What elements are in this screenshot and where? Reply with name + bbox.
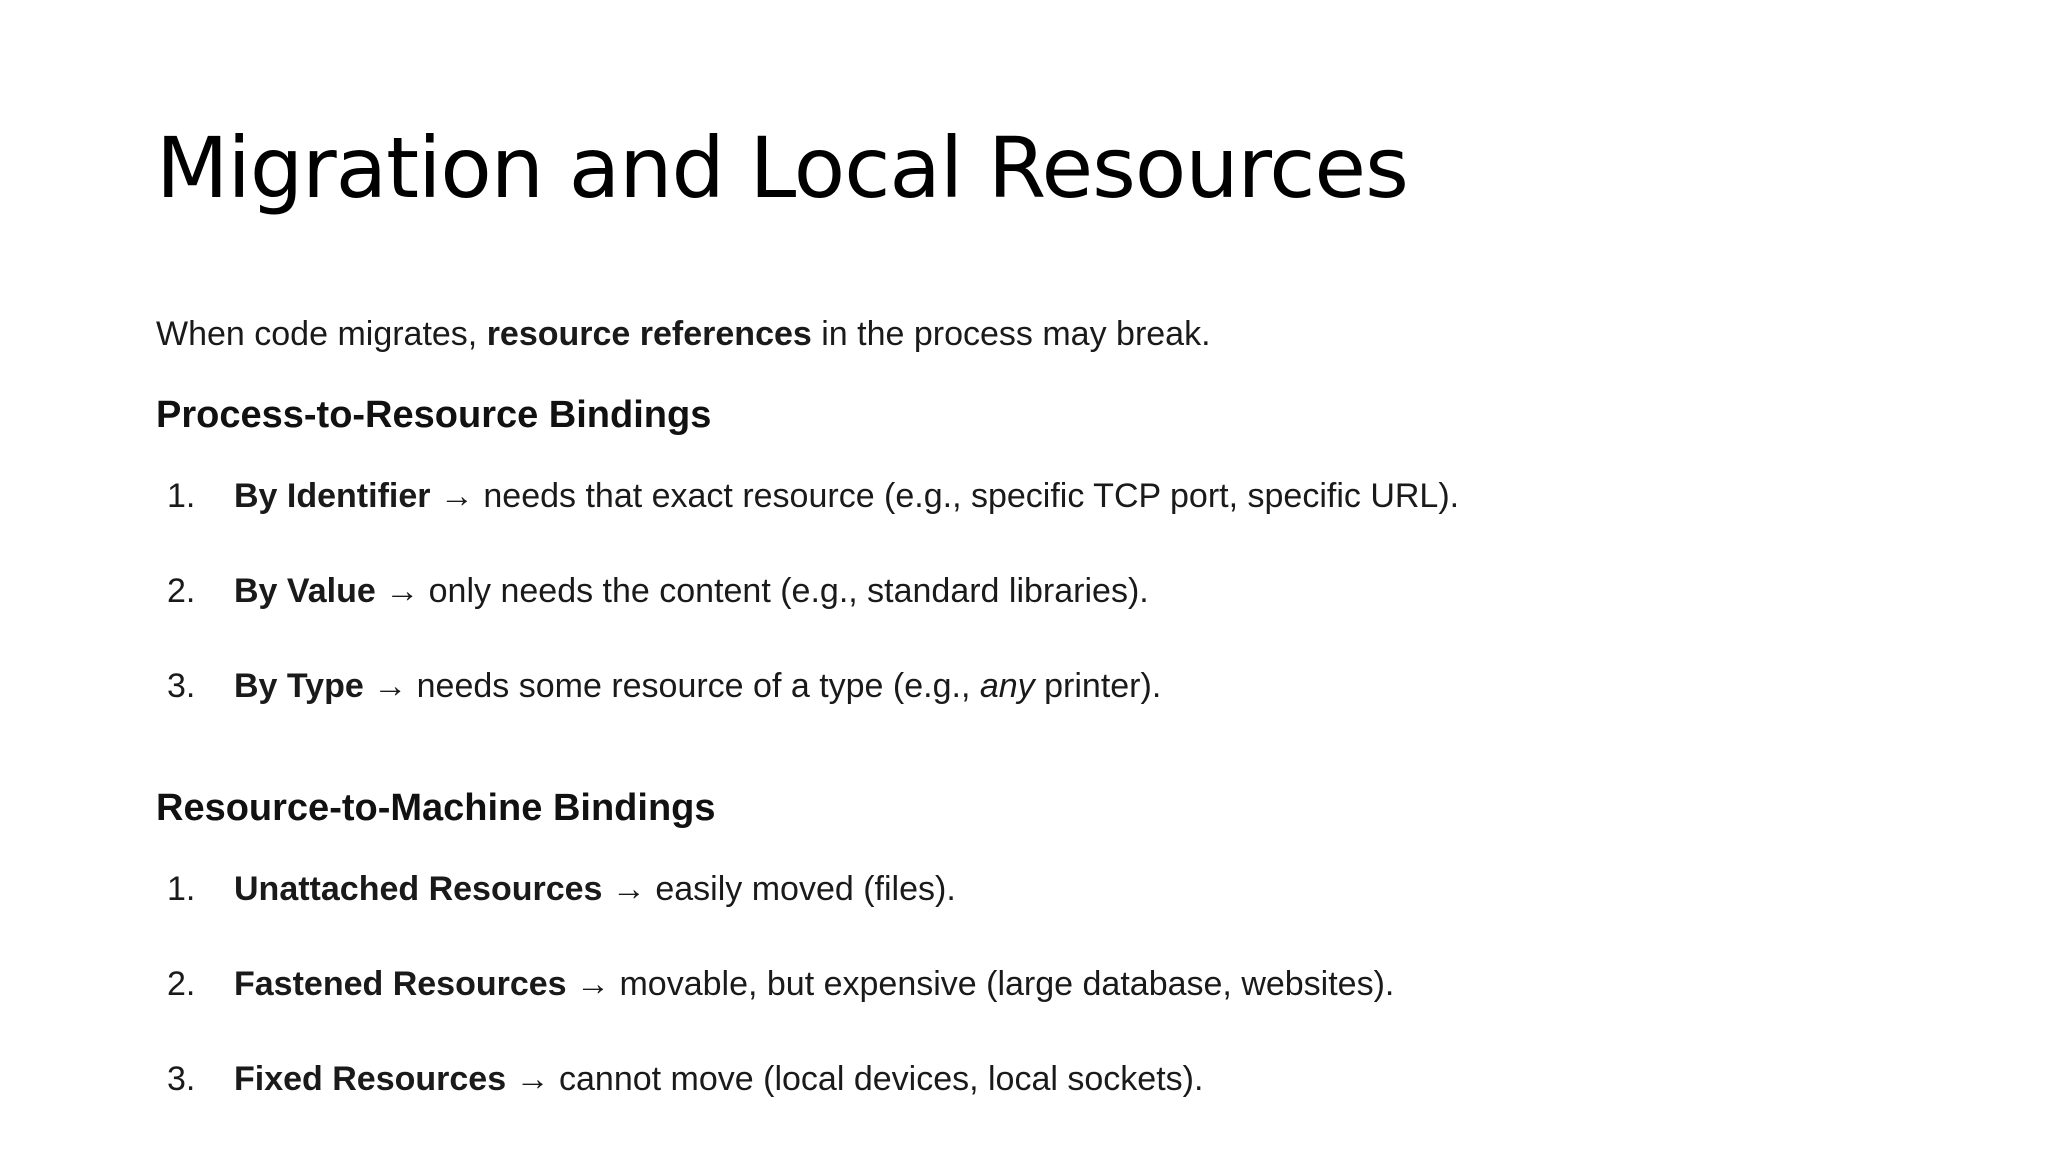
slide-title: Migration and Local Resources bbox=[156, 119, 1408, 217]
list-item-desc-post: printer). bbox=[1034, 667, 1162, 705]
list-item-term: Fixed Resources bbox=[234, 1060, 507, 1098]
list-item-desc: → needs that exact resource (e.g., specific TCP port, specific URL). bbox=[430, 477, 1460, 515]
list-item-content bbox=[234, 476, 1459, 517]
section-heading-machine-bindings: Resource-to-Machine Bindings bbox=[156, 787, 716, 829]
list-item-desc-em: any bbox=[979, 667, 1035, 705]
list-item-content bbox=[234, 571, 1149, 612]
list-item-content bbox=[234, 964, 1394, 1005]
list-item-content bbox=[234, 1059, 1203, 1100]
list-item-term: By Value bbox=[234, 572, 376, 610]
list-item-desc: → cannot move (local devices, local sockets). bbox=[506, 1060, 1204, 1098]
list-number: 1. bbox=[167, 477, 196, 515]
list-number: 2. bbox=[167, 572, 196, 610]
intro-post: in the process may break. bbox=[811, 315, 1211, 353]
list-item-term: Fastened Resources bbox=[234, 965, 567, 1003]
list-item-term: Unattached Resources bbox=[234, 870, 603, 908]
list-item-desc: → easily moved (files). bbox=[602, 870, 956, 908]
intro-text bbox=[156, 314, 1211, 355]
list-number: 3. bbox=[167, 1060, 196, 1098]
intro-bold: resource references bbox=[486, 315, 812, 353]
list-number: 1. bbox=[167, 870, 196, 908]
list-item-desc: → movable, but expensive (large database, websites). bbox=[566, 965, 1395, 1003]
list-item-content bbox=[234, 869, 956, 910]
list-number: 2. bbox=[167, 965, 196, 1003]
list-number: 3. bbox=[167, 667, 196, 705]
section-heading-process-bindings: Process-to-Resource Bindings bbox=[156, 394, 712, 436]
intro-pre: When code migrates, bbox=[156, 315, 487, 353]
list-item-content bbox=[234, 666, 1161, 707]
list-item-desc-pre: → needs some resource of a type (e.g., bbox=[363, 667, 980, 705]
list-item-term: By Identifier bbox=[234, 477, 431, 515]
list-item-desc: → only needs the content (e.g., standard libraries). bbox=[375, 572, 1149, 610]
list-item-term: By Type bbox=[234, 667, 364, 705]
